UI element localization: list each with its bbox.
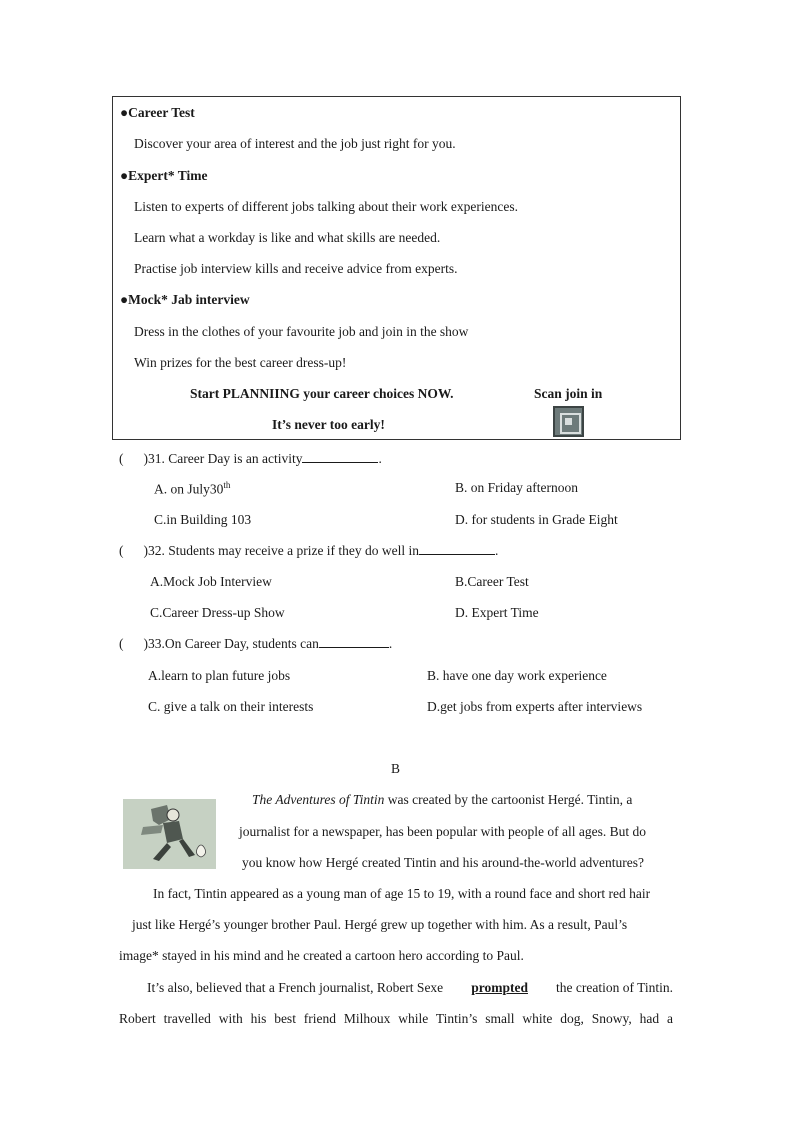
question-31: ( )31. Career Day is an activity .	[119, 451, 382, 466]
option-33-b: B. have one day work experience	[427, 668, 607, 683]
expert-time-line: Practise job interview kills and receive advice from experts.	[134, 261, 458, 276]
paragraph-2-line-2: just like Hergé’s younger brother Paul. Hergé grew up together with him. As a result, Paul’s	[132, 917, 628, 932]
option-32-d: D. Expert Time	[455, 605, 539, 620]
qr-code-icon	[553, 406, 584, 437]
tintin-illustration	[123, 799, 216, 869]
option-33-d: D.get jobs from experts after interviews	[427, 699, 643, 714]
option-31-d: D. for students in Grade Eight	[455, 512, 618, 527]
paragraph-1-line-2: journalist for a newspaper, has been popular with people of all ages. But do	[239, 824, 646, 839]
expert-time-line: Listen to experts of different jobs talking about their work experiences.	[134, 199, 519, 214]
question-32: ( )32. Students may receive a prize if they do well in .	[119, 543, 499, 558]
career-test-line: Discover your area of interest and the job just right for you.	[134, 136, 456, 151]
option-31-b: B. on Friday afternoon	[455, 480, 578, 495]
keyword-prompted: prompted	[471, 980, 528, 995]
paragraph-3-line-2: Robert travelled with his best friend Milhoux while Tintin’s small white dog, Snowy, had a	[119, 1011, 673, 1026]
mock-interview-line: Dress in the clothes of your favourite job and join in the show	[134, 324, 469, 339]
section-mock-interview-title: ●Mock* Jab interview	[120, 292, 250, 307]
section-expert-time-title: ●Expert* Time	[120, 168, 208, 183]
paragraph-2-line-3: image* stayed in his mind and he created a cartoon hero according to Paul.	[119, 948, 524, 963]
option-33-a: A.learn to plan future jobs	[148, 668, 291, 683]
paragraph-1-line-1: The Adventures of Tintin was created by the cartoonist Hergé. Tintin, a	[252, 792, 633, 807]
section-career-test-title: ●Career Test	[120, 105, 195, 120]
mock-interview-line: Win prizes for the best career dress-up!	[134, 355, 347, 370]
paragraph-2-line-1: In fact, Tintin appeared as a young man of age 15 to 19, with a round face and short red hair	[153, 886, 651, 901]
option-33-c: C. give a talk on their interests	[148, 699, 314, 714]
paragraph-1-line-3: you know how Hergé created Tintin and his around-the-world adventures?	[242, 855, 645, 870]
expert-time-line: Learn what a workday is like and what skills are needed.	[134, 230, 441, 245]
option-31-c: C.in Building 103	[154, 512, 252, 527]
option-32-c: C.Career Dress-up Show	[150, 605, 285, 620]
option-31-a: A. on July30th	[154, 480, 231, 497]
slogan-2: It’s never too early!	[272, 417, 385, 432]
paragraph-3-line-1: It’s also, believed that a French journalist, Robert Sexe prompted the creation of Tintin.	[147, 980, 673, 995]
question-33: ( )33.On Career Day, students can .	[119, 636, 393, 651]
scan-label: Scan join in	[534, 386, 603, 401]
option-32-b: B.Career Test	[455, 574, 529, 589]
section-b-label: B	[391, 761, 401, 776]
option-32-a: A.Mock Job Interview	[150, 574, 272, 589]
slogan: Start PLANNIING your career choices NOW.	[190, 386, 454, 401]
